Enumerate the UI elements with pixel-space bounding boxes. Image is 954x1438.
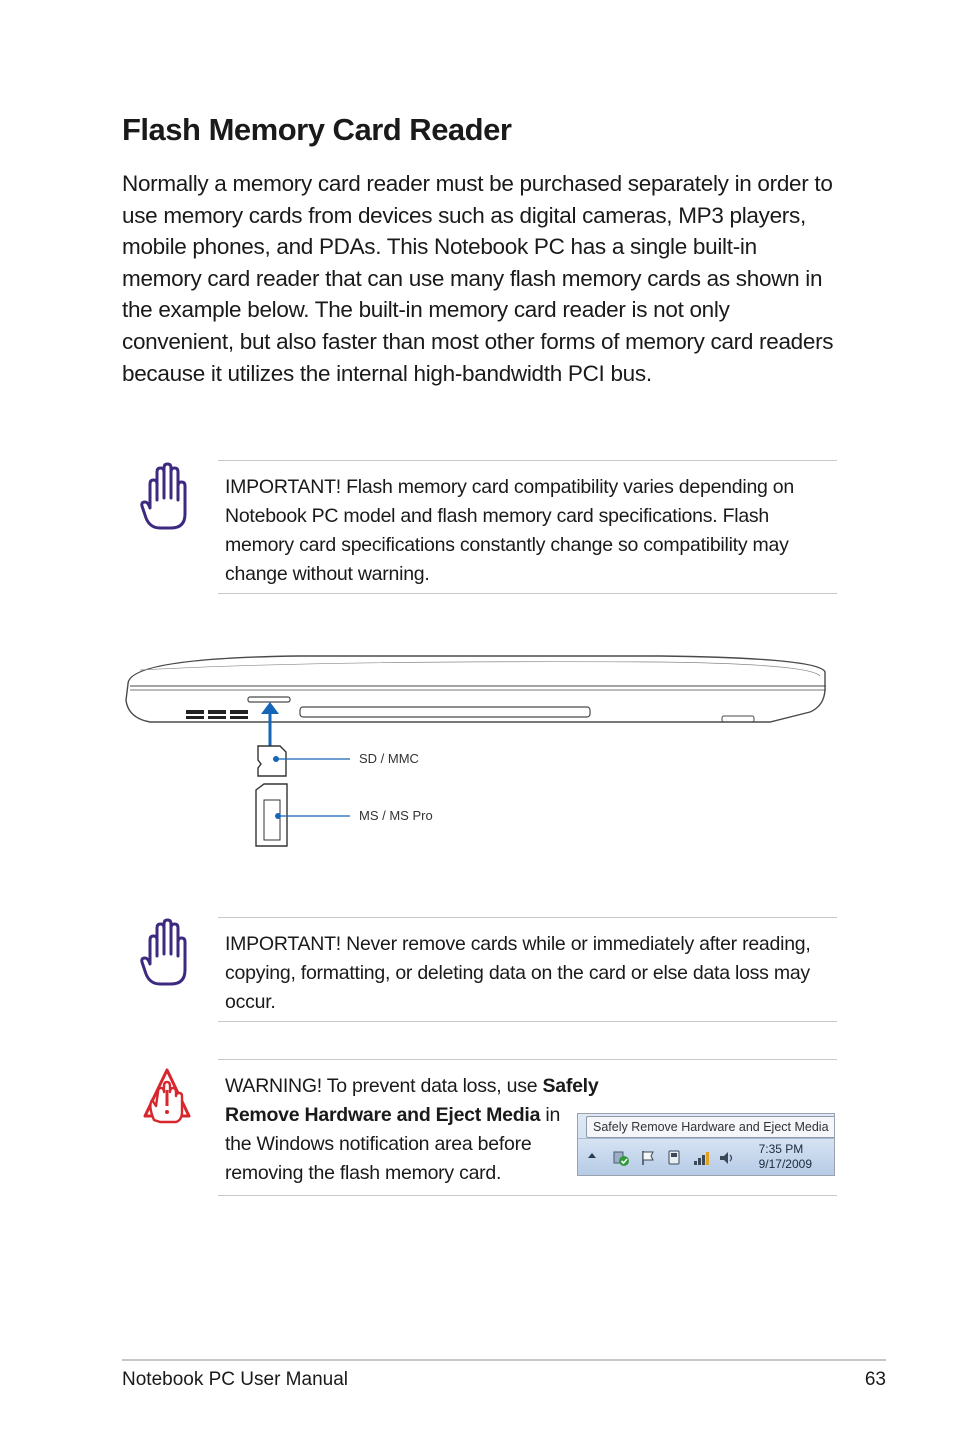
page-title: Flash Memory Card Reader (122, 112, 512, 147)
hand-stop-icon (140, 462, 188, 532)
volume-icon (718, 1149, 736, 1167)
notification-area-screenshot (577, 1113, 835, 1176)
important-note-text: IMPORTANT! Flash memory card compatibility varies depending on Notebook PC model and flash memory card specifications. Flash memory card specifications constantly change so compatibility may change without warning. (225, 476, 794, 585)
warning-suffix: in the Windows notification area before removing the flash memory card. (225, 1104, 566, 1184)
network-signal-icon (692, 1149, 710, 1167)
hand-stop-icon (140, 918, 188, 988)
warning-prefix: WARNING! To prevent data loss, use (225, 1075, 543, 1097)
warning-hand-icon (142, 1066, 192, 1124)
tray-clock[interactable] (759, 1142, 812, 1172)
important-note-compatibility (218, 460, 837, 594)
important-note-removal (218, 917, 837, 1022)
tray-tooltip: Safely Remove Hardware and Eject Media (586, 1116, 835, 1138)
device-icon (666, 1149, 682, 1167)
label-ms-pro: MS / MS Pro (359, 808, 433, 823)
card-reader-diagram (120, 650, 840, 860)
label-sd-mmc: SD / MMC (359, 751, 419, 766)
footer-manual-title: Notebook PC User Manual (122, 1369, 348, 1390)
intro-paragraph: Normally a memory card reader must be purchased separately in order to use memory cards from devices such as digital cameras, MP3 players, mobile phones, and PDAs. This Notebook PC has a single built-in memory card reader that can use many flash memory cards as shown in the example below. The built-in memory card reader is not only convenient, but also faster than most other forms of memory card readers because it utilizes the internal high-bandwidth PCI bus. (122, 171, 834, 386)
tray-time: 7:35 PM (758, 1142, 804, 1156)
notebook-front-illustration (126, 656, 826, 722)
taskbar (578, 1138, 834, 1175)
sd-card-illustration (258, 746, 286, 776)
footer-divider (122, 1359, 886, 1361)
ms-card-illustration (256, 784, 287, 846)
page-number: 63 (864, 1369, 886, 1390)
warning-emphasis: Safely Remove Hardware and Eject Media (225, 1075, 599, 1126)
show-hidden-icons-icon (586, 1149, 598, 1163)
action-center-flag-icon (640, 1149, 656, 1167)
safely-remove-hardware-icon (612, 1149, 630, 1167)
warning-text (225, 1072, 599, 1188)
tray-date: 9/17/2009 (758, 1157, 812, 1171)
important-note-text: IMPORTANT! Never remove cards while or immediately after reading, copying, formatting, or deleting data on the card or else data loss may occur. (225, 933, 811, 1013)
